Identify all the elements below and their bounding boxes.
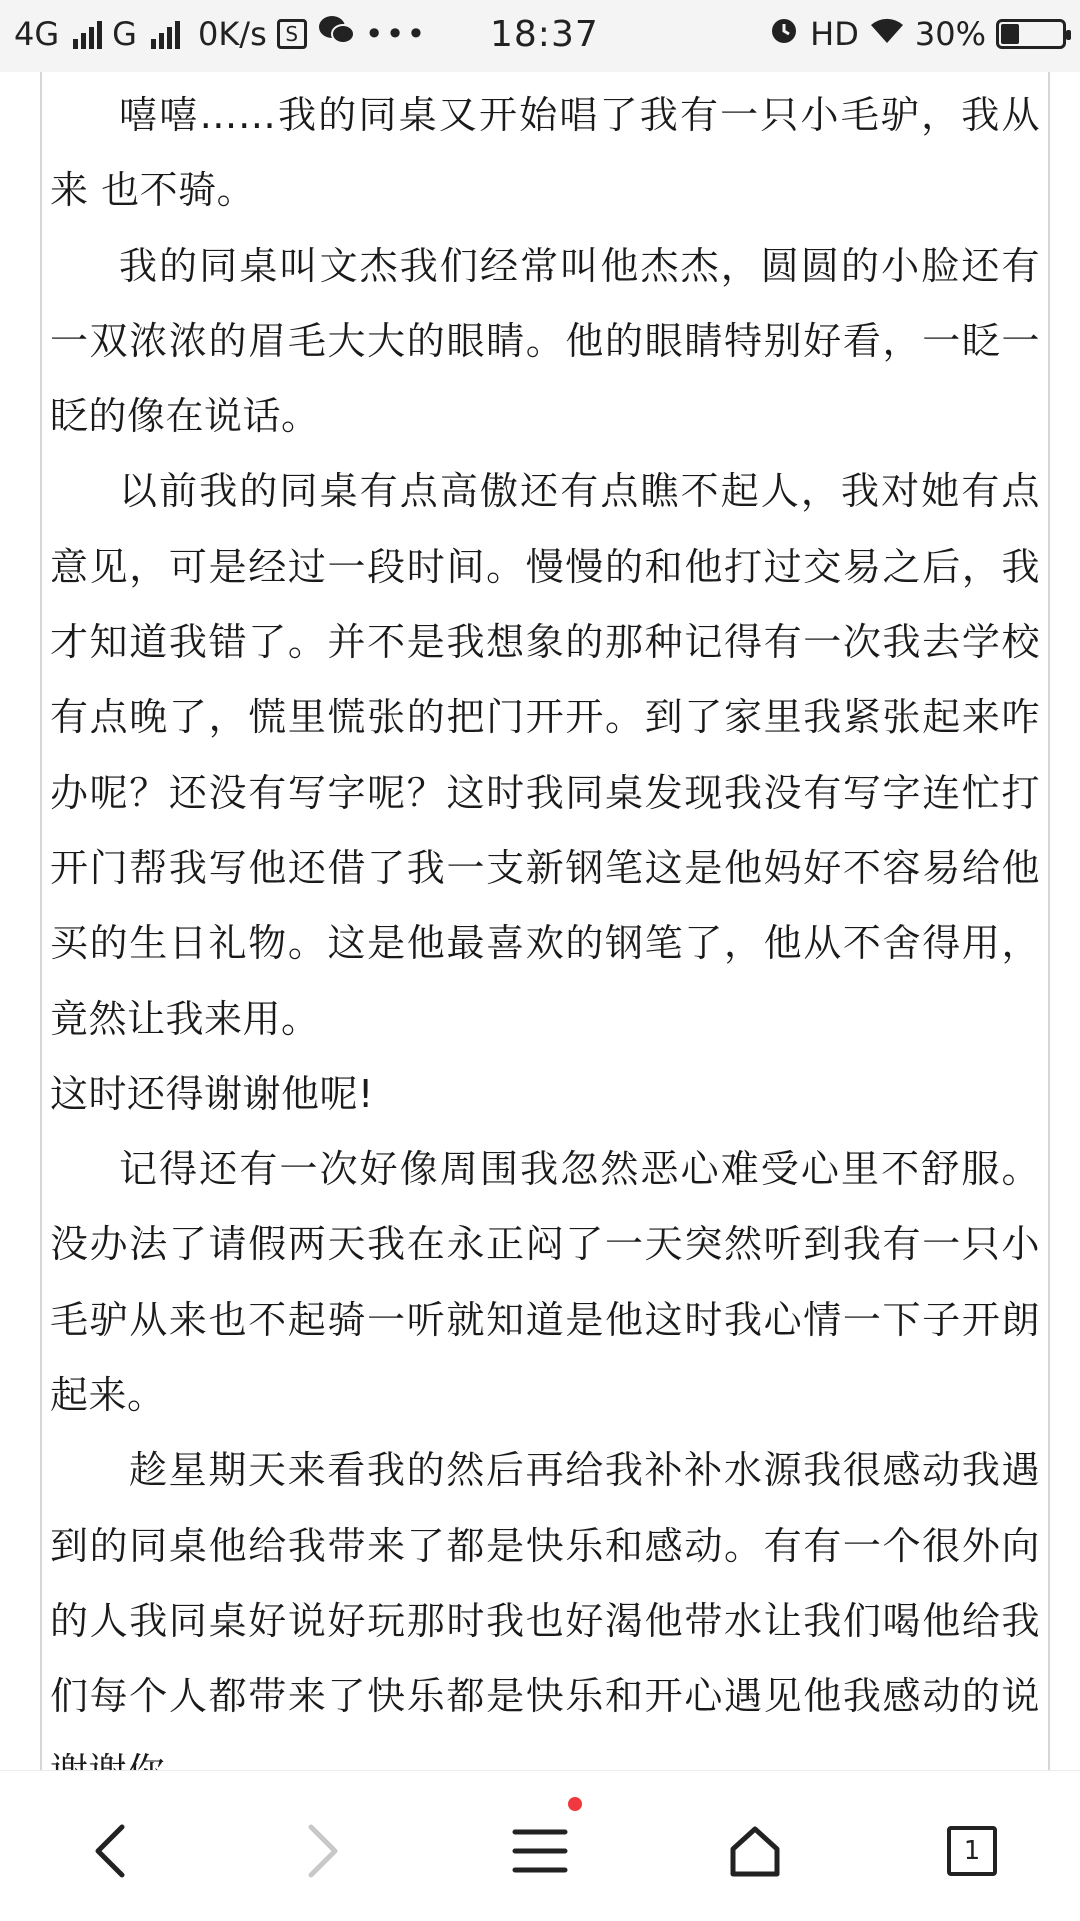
paragraph: 我的同桌叫文杰我们经常叫他杰杰，圆圆的小脸还有一双浓浓的眉毛大大的眼睛。他的眼睛特别好看，一眨一眨的像在说话。 (50, 243, 1040, 439)
wechat-icon (317, 14, 355, 54)
forward-button[interactable] (273, 1811, 373, 1891)
menu-button[interactable] (490, 1811, 590, 1891)
signal-icon (151, 19, 180, 49)
battery-text: 30% (914, 15, 986, 53)
status-left-group (14, 14, 427, 54)
more-dots-icon: ••• (364, 15, 428, 53)
status-bar (0, 0, 1080, 72)
battery-icon (996, 19, 1066, 49)
status-right-group (768, 14, 1066, 54)
storage-icon: S (277, 19, 307, 49)
network-type-2: G (112, 15, 137, 53)
hd-label: HD (810, 15, 859, 53)
wifi-icon (869, 15, 905, 53)
paragraph: 记得还有一次好像周围我忽然恶心难受心里不舒服。没办法了请假两天我在永正闷了一天突然听到我有一只小毛驴从来也不起骑一听就知道是他这时我心情一下子开朗起来。 (50, 1147, 1040, 1418)
network-speed: 0K/s (197, 15, 267, 53)
bottom-navigation-bar (0, 1770, 1080, 1921)
signal-icon (73, 19, 102, 49)
home-icon (727, 1825, 783, 1877)
back-button[interactable] (60, 1811, 160, 1891)
menu-icon (512, 1828, 568, 1874)
back-icon (90, 1823, 130, 1879)
paragraph: 趁星期天来看我的然后再给我补补水源我很感动我遇到的同桌他给我带来了都是快乐和感动。有有一个很外向的人我同桌好说好玩那时我也好渴他带水让我们喝他给我们每个人都带来了快乐都是快乐和开心遇见他我感动的说 (50, 1448, 1040, 1719)
article-content (40, 72, 1050, 1770)
tabs-icon (947, 1826, 997, 1876)
alarm-icon (768, 14, 800, 54)
home-button[interactable] (705, 1811, 805, 1891)
tab-count: 1 (963, 1836, 981, 1866)
network-type-1: 4G (14, 15, 60, 53)
paragraph: 嘻嘻……我的同桌又开始唱了我有一只小毛驴，我从来 也不骑。 (50, 93, 1040, 213)
clock: 18:37 (490, 14, 599, 55)
notification-dot (568, 1797, 582, 1811)
paragraph: 这时还得谢谢他呢! (50, 1071, 374, 1116)
paragraph: 以前我的同桌有点高傲还有点瞧不起人，我对她有点意见，可是经过一段时间。慢慢的和他打过交易之后，我才知道我错了。并不是我想象的那种记得有一次我去学校有点晚了，慌里慌张的把门开开。到了家里我紧张起来咋办呢？还没有写字呢？这时我同桌发现我没有写字连忙打开门帮我写他还借了我一支新钢笔这是他妈好不容易给他买的生日礼物。这是他最喜欢的钢笔了，他从不舍得用，竟然让我来用。 (50, 469, 1040, 1041)
forward-icon (303, 1823, 343, 1879)
tabs-button[interactable] (922, 1811, 1022, 1891)
